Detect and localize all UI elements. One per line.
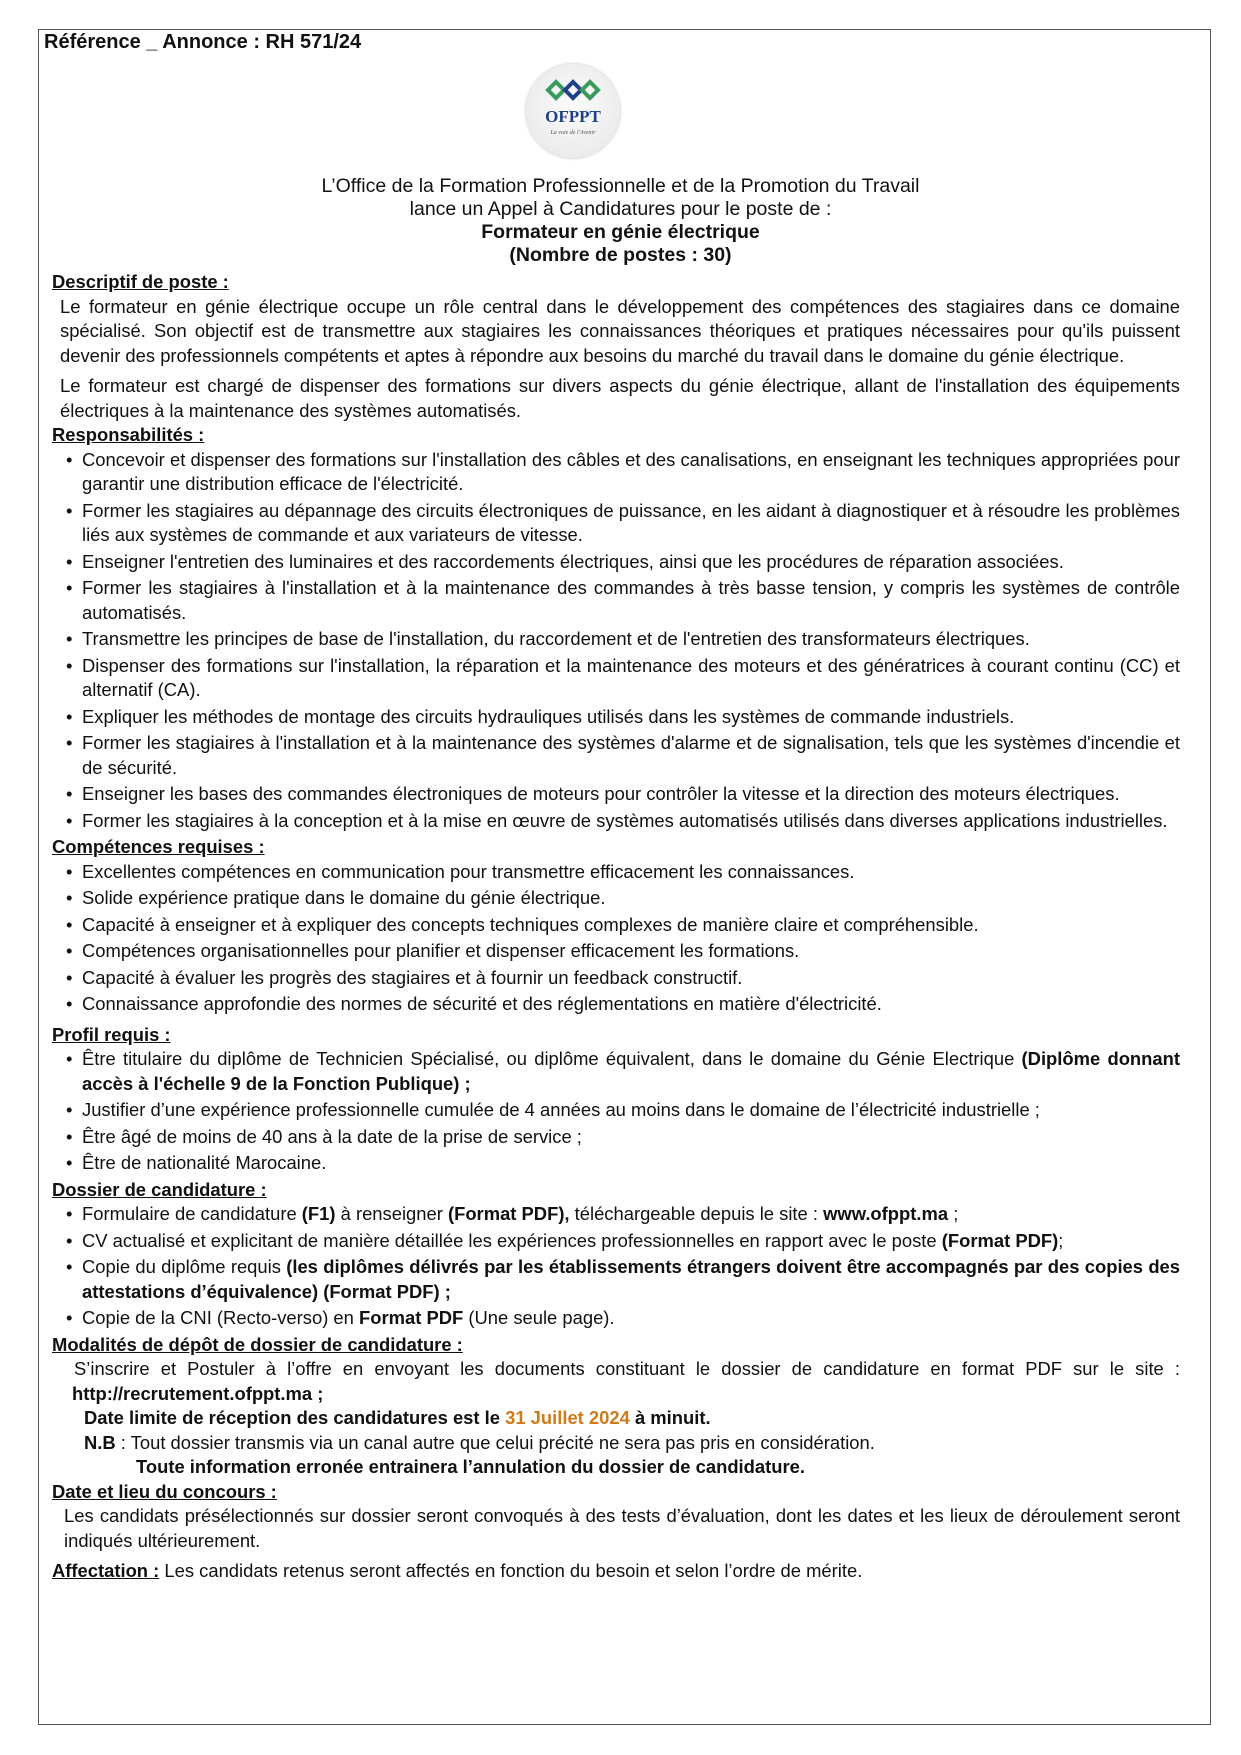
warning-line: Toute information erronée entrainera l’annulation du dossier de candidature.: [136, 1456, 805, 1477]
dossier-list: [52, 1202, 1180, 1331]
dossier-text: CV actualisé et explicitant de manière détaillée les expériences professionnelles en rapport avec le poste: [82, 1229, 942, 1251]
dossier-bold: (Format PDF),: [447, 1203, 570, 1224]
profil-item-1-text: Être titulaire du diplôme de Technicien Spécialisé, ou diplôme équivalent, dans le domaine du Génie Electrique: [82, 1048, 1022, 1069]
deadline-text: Date limite de réception des candidatures est le: [84, 1407, 506, 1428]
list-item: • Compétences organisationnelles pour planifier et dispenser efficacement les formations.: [82, 939, 1180, 964]
heading-call: lance un Appel à Candidatures pour le poste de :: [409, 198, 832, 220]
list-item: • Excellentes compétences en communication pour transmettre efficacement les connaissances.: [82, 860, 1180, 885]
dossier-bold: Format PDF: [359, 1307, 464, 1328]
section-title-profil: Profil requis :: [52, 1023, 171, 1045]
deadline-line: [52, 1406, 1180, 1431]
announcement-body: [52, 270, 1180, 1584]
deadline-date: 31 Juillet 2024: [505, 1407, 630, 1428]
list-item: [82, 1202, 1180, 1227]
list-item: • Transmettre les principes de base de l'installation, du raccordement et de l'entretien des transformateurs électriques.: [82, 627, 1180, 652]
affectation-line: [52, 1559, 1180, 1584]
announcement-heading: [0, 175, 1241, 267]
list-item: • Dispenser des formations sur l'installation, la réparation et la maintenance des moteurs et des génératrices à courant continu (CC) et alternatif (CA).: [82, 654, 1180, 703]
reference-line: Référence _ Annonce : RH 571/24: [44, 31, 362, 53]
list-item: • Être de nationalité Marocaine.: [82, 1151, 1180, 1176]
affectation-text: Les candidats retenus seront affectés en fonction du besoin et selon l’ordre de mérite.: [159, 1560, 863, 1581]
list-item: • Former les stagiaires à l'installation et à la maintenance des systèmes d'alarme et de signalisation, tels que les systèmes d'incendie et de sécurité.: [82, 731, 1180, 780]
nb-line: [52, 1431, 1180, 1456]
list-item: • Capacité à enseigner et à expliquer des concepts techniques complexes de manière claire et compréhensible.: [82, 913, 1180, 938]
concours-text: Les candidats présélectionnés sur dossier seront convoqués à des tests d’évaluation, dont les dates et les lieux de déroulement seront indiqués ultérieurement.: [64, 1505, 1180, 1551]
dossier-text: Formulaire de candidature: [82, 1203, 302, 1224]
responsabilites-list: [52, 448, 1180, 834]
list-item: • Capacité à évaluer les progrès des stagiaires et à fournir un feedback constructif.: [82, 966, 1180, 991]
profil-list: [52, 1047, 1180, 1176]
dossier-text: ;: [948, 1203, 959, 1224]
svg-text:La voie de l'Avenir: La voie de l'Avenir: [550, 130, 596, 136]
recruitment-link[interactable]: http://recrutement.ofppt.ma ;: [72, 1382, 324, 1404]
list-item: [82, 1047, 1180, 1096]
list-item: [82, 1255, 1180, 1304]
dossier-bold: (les diplômes délivrés par les établissements étrangers doivent être accompagnés par des copies des attestations d’équivalence) (Format PDF) ;: [82, 1256, 1181, 1302]
dossier-text: Copie de la CNI (Recto-verso) en: [82, 1307, 359, 1328]
list-item: • Former les stagiaires à l'installation et à la maintenance des commandes à très basse tension, y compris les systèmes de contrôle automatisés.: [82, 576, 1180, 625]
ofppt-logo: [526, 64, 620, 158]
list-item: • Être âgé de moins de 40 ans à la date de la prise de service ;: [82, 1125, 1180, 1150]
modalites-text: S’inscrire et Postuler à l’offre en envoyant les documents constituant le dossier de candidature en format PDF sur le site :: [74, 1358, 1180, 1379]
profil-item-1-bold: (Diplôme donnant accès à l'échelle 9 de la Fonction Publique) ;: [82, 1048, 1180, 1094]
list-item: • Connaissance approfondie des normes de sécurité et des réglementations en matière d'électricité.: [82, 992, 1180, 1017]
descriptif-paragraph-1: Le formateur en génie électrique occupe un rôle central dans le développement des compétences des stagiaires dans ce domaine spécialisé. Son objectif est de transmettre aux stagiaires les connaissances théoriques et pratiques nécessaires pour qu'ils puissent devenir des professionnels compétents et aptes à répondre aux besoins du marché du travail dans le domaine du génie électrique.: [60, 295, 1180, 366]
section-title-competences: Compétences requises :: [52, 836, 265, 857]
list-item: [82, 1229, 1180, 1254]
job-title: Formateur en génie électrique: [481, 221, 760, 243]
dossier-bold: (F1): [301, 1203, 336, 1224]
list-item: • Solide expérience pratique dans le domaine du génie électrique.: [82, 886, 1180, 911]
section-title-modalites: Modalités de dépôt de dossier de candidature :: [52, 1333, 463, 1355]
list-item: • Enseigner l'entretien des luminaires et des raccordements électriques, ainsi que les procédures de réparation associées.: [82, 550, 1180, 575]
list-item: • Former les stagiaires à la conception et à la mise en œuvre de systèmes automatisés utilisés dans diverses applications industrielles.: [82, 809, 1180, 834]
section-title-affectation: Affectation :: [52, 1560, 160, 1581]
section-title-responsabilites: Responsabilités :: [52, 424, 205, 445]
website-link[interactable]: www.ofppt.ma: [823, 1203, 949, 1224]
section-title-dossier: Dossier de candidature :: [52, 1178, 267, 1200]
dossier-text: téléchargeable depuis le site :: [569, 1203, 824, 1224]
ofppt-logo-icon: [526, 64, 620, 158]
competences-list: [52, 860, 1180, 1017]
list-item: • Justifier d’une expérience professionnelle cumulée de 4 années au moins dans le domaine de l’électricité industrielle ;: [82, 1098, 1180, 1123]
dossier-text: Copie du diplôme requis: [82, 1256, 287, 1277]
dossier-text: (Une seule page).: [463, 1307, 615, 1328]
dossier-text: ;: [1058, 1229, 1064, 1251]
heading-office: L’Office de la Formation Professionnelle et de la Promotion du Travail: [321, 175, 920, 197]
modalites-paragraph: [52, 1357, 1180, 1406]
descriptif-paragraph-2: Le formateur est chargé de dispenser des formations sur divers aspects du génie électrique, allant de l'installation des équipements électriques à la maintenance des systèmes automatisés.: [60, 375, 1180, 421]
nb-text: : Tout dossier transmis via un canal autre que celui précité ne sera pas pris en considération.: [115, 1431, 875, 1453]
deadline-text-end: à minuit.: [629, 1407, 711, 1428]
list-item: • Concevoir et dispenser des formations sur l'installation des câbles et des canalisations, en enseignant les techniques appropriées pour garantir une distribution efficace de l'électricité.: [82, 448, 1180, 497]
list-item: • Enseigner les bases des commandes électroniques de moteurs pour contrôler la vitesse et la direction des moteurs électriques.: [82, 782, 1180, 807]
list-item: [82, 1306, 1180, 1331]
dossier-bold: (Format PDF): [941, 1229, 1059, 1251]
nb-label: N.B: [84, 1431, 116, 1453]
list-item: • Former les stagiaires au dépannage des circuits électroniques de puissance, en les aidant à diagnostiquer et à résoudre les problèmes liés aux systèmes de commande et aux variateurs de vitesse.: [82, 499, 1180, 548]
positions-count: (Nombre de postes : 30): [509, 244, 732, 266]
section-title-descriptif: Descriptif de poste :: [52, 271, 229, 292]
section-title-concours: Date et lieu du concours :: [52, 1480, 277, 1502]
list-item: • Expliquer les méthodes de montage des circuits hydrauliques utilisés dans les systèmes de commande industriels.: [82, 705, 1180, 730]
svg-text:OFPPT: OFPPT: [545, 107, 601, 126]
dossier-text: à renseigner: [335, 1203, 448, 1224]
